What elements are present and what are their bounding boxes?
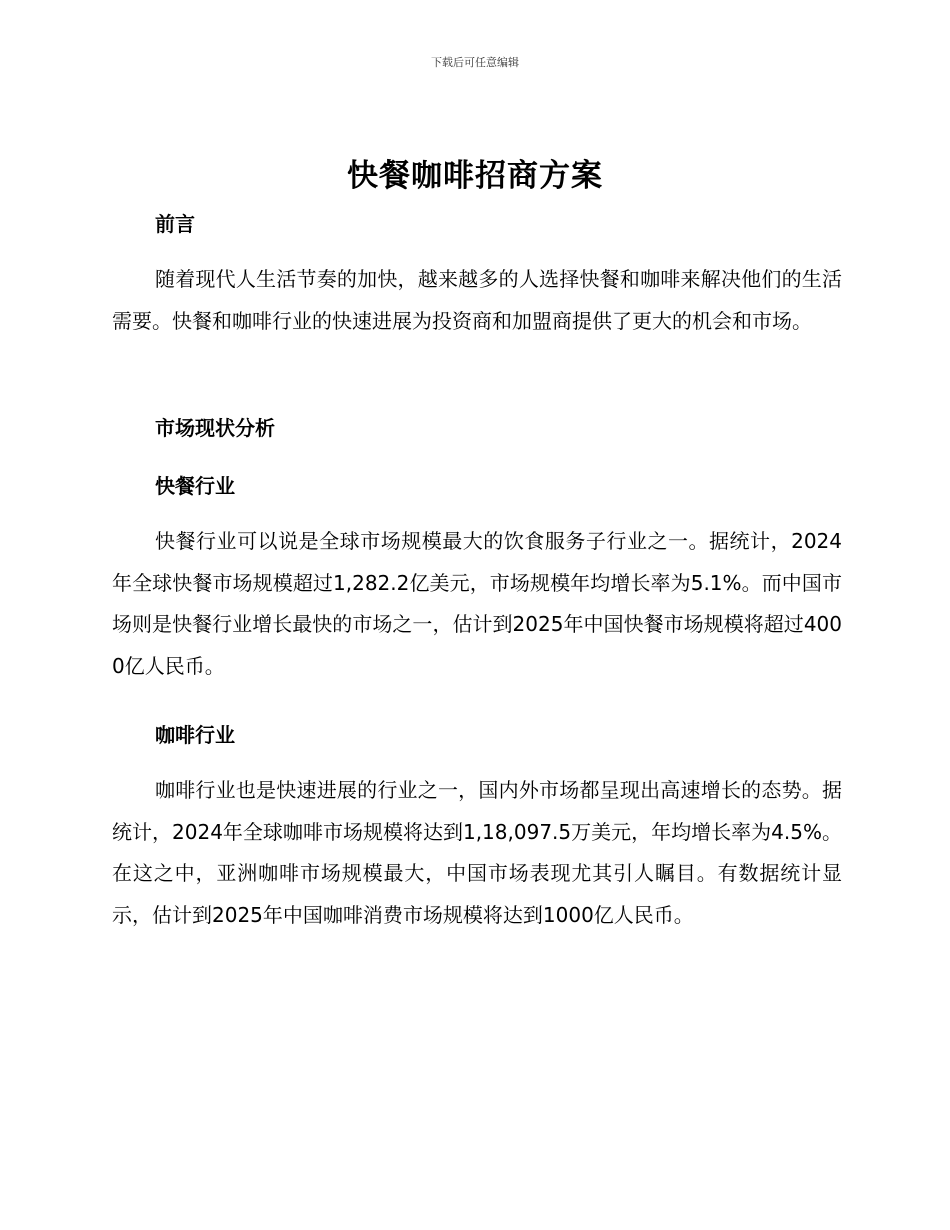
document-title: 快餐咖啡招商方案 xyxy=(347,158,603,194)
paragraph-fastfood: 快餐行业可以说是全球市场规模最大的饮食服务子行业之一。据统计，2024年全球快餐市场规模超过1,282.2亿美元，市场规模年均增长率为5.1%。而中国市场则是快餐行业增长最快的市场之一，估计到2025年中国快餐市场规模将超过4000亿人民币。 xyxy=(112,529,842,678)
heading-market-analysis: 市场现状分析 xyxy=(155,416,275,440)
heading-intro: 前言 xyxy=(155,212,195,236)
heading-coffee: 咖啡行业 xyxy=(155,723,235,747)
header-note: 下载后可任意编辑 xyxy=(431,56,519,69)
paragraph-intro: 随着现代人生活节奏的加快，越来越多的人选择快餐和咖啡来解决他们的生活需要。快餐和咖啡行业的快速进展为投资商和加盟商提供了更大的机会和市场。 xyxy=(112,267,842,333)
paragraph-coffee: 咖啡行业也是快速进展的行业之一，国内外市场都呈现出高速增长的态势。据统计，2024年全球咖啡市场规模将达到1,18,097.5万美元，年均增长率为4.5%。在这之中，亚洲咖啡市场规模最大，中国市场表现尤其引人瞩目。有数据统计显示，估计到2025年中国咖啡消费市场规模将达到1000亿人民币。 xyxy=(112,778,842,927)
heading-fastfood: 快餐行业 xyxy=(155,474,235,498)
